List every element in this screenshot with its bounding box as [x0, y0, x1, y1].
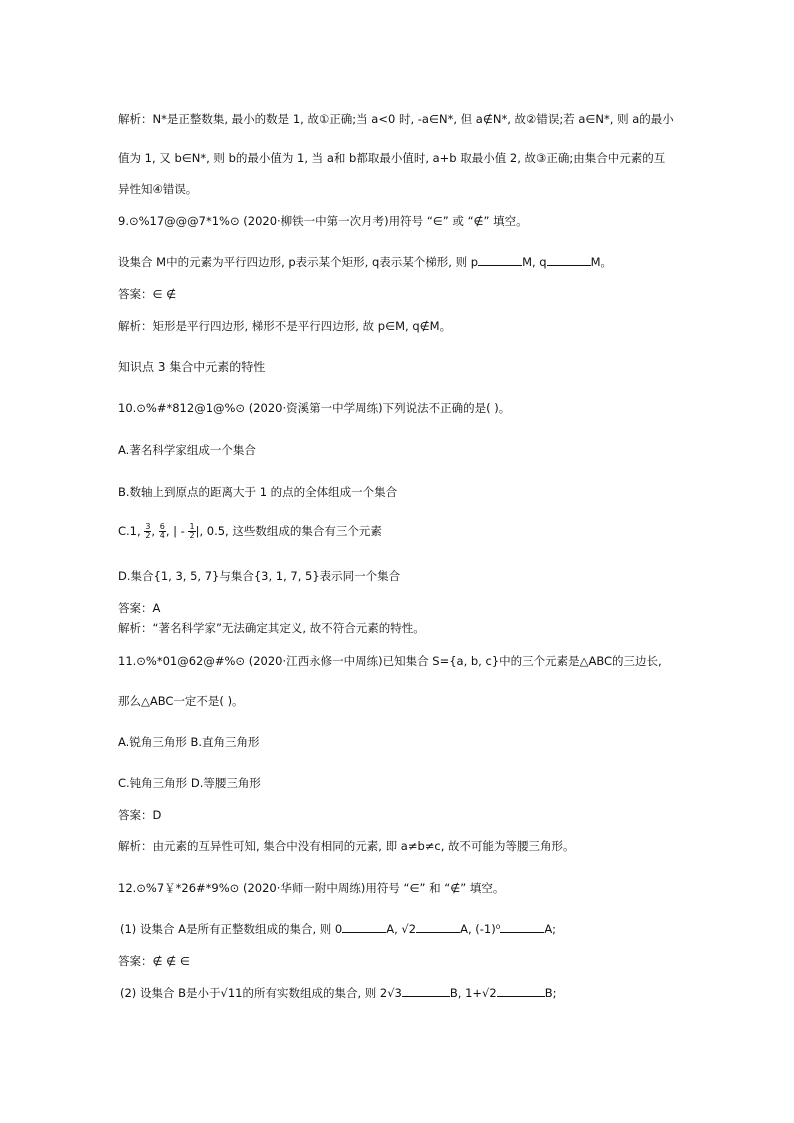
text-segment: B; — [544, 986, 557, 1000]
text-segment: A, (-1)⁰ — [460, 922, 501, 936]
answer-blank — [416, 921, 460, 933]
text-segment: , 0.5, 这些数组成的集合有三个元素 — [199, 524, 382, 538]
answer-blank — [547, 254, 591, 266]
option-d: D.集合{1, 3, 5, 7}与集合{3, 1, 7, 5}表示同一个集合 — [118, 569, 401, 583]
analysis-line: 异性知④错误。 — [118, 182, 198, 196]
text-segment: (2) 设集合 B是小于√11的所有实数组成的集合, 则 2√3 — [120, 986, 402, 1000]
question-9-body — [118, 254, 718, 270]
options-cd: C.钝角三角形 D.等腰三角形 — [118, 776, 261, 790]
text-segment: 设集合 M中的元素为平行四边形, p表示某个矩形, q表示某个梯形, 则 p — [118, 255, 479, 269]
text-segment: (1) 设集合 A是所有正整数组成的集合, 则 0 — [120, 922, 343, 936]
question-11-body: 那么△ABC一定不是( )。 — [118, 694, 244, 708]
options-ab: A.锐角三角形 B.直角三角形 — [118, 735, 260, 749]
answer-blank — [478, 254, 522, 266]
option-a: A.著名科学家组成一个集合 — [118, 443, 256, 457]
abs-bar: | — [195, 524, 200, 538]
section-heading: 知识点 3 集合中元素的特性 — [118, 360, 266, 374]
text-segment: M, q — [522, 255, 547, 269]
answer-blank — [342, 921, 386, 933]
answer-line: 答案：∈ ∉ — [118, 287, 177, 301]
answer-line: 答案：A — [118, 601, 161, 615]
answer-blank — [500, 921, 544, 933]
analysis-line: 解析：“著名科学家”无法确定其定义, 故不符合元素的特性。 — [118, 621, 425, 635]
option-c: C.1, $\frac{3}{2}$ , $\frac{6}{4}$ , | - $\frac{1}{2}$ |, 0.5, 这些数组成的集合有三个元素 — [118, 522, 382, 540]
question-11: 11.⊙%*01@62@#%⊙ (2020·江西永修一中周练)已知集合 S={a, b, c}中的三个元素是△ABC的三边长, — [118, 654, 662, 668]
analysis-line: 解析：矩形是平行四边形, 梯形不是平行四边形, 故 p∈M, q∉M。 — [118, 319, 452, 333]
question-12-part-1 — [120, 921, 720, 937]
answer-line: 答案：D — [118, 808, 162, 822]
answer-blank — [497, 985, 545, 997]
fraction: $\frac{1}{2}$ — [189, 522, 195, 540]
abs-bar: | - — [173, 524, 185, 538]
question-10: 10.⊙%#*812@1@%⊙ (2020·资溪第一中学周练)下列说法不正确的是( )。 — [118, 401, 511, 415]
fraction: $\frac{3}{2}$ — [145, 522, 151, 540]
text-segment: B, 1+√2 — [449, 986, 497, 1000]
option-b: B.数轴上到原点的距离大于 1 的点的全体组成一个集合 — [118, 485, 398, 499]
analysis-line: 值为 1, 又 b∈N*, 则 b的最小值为 1, 当 a和 b都取最小值时, a+b 取最小值 2, 故③正确;由集合中元素的互 — [118, 151, 666, 165]
question-12: 12.⊙%7￥*26#*9%⊙ (2020·华师一附中周练)用符号 “∈” 和 “∉” 填空。 — [118, 881, 505, 895]
text-segment: A, √2 — [386, 922, 417, 936]
analysis-line: 解析：N*是正整数集, 最小的数是 1, 故①正确;当 a<0 时, -a∈N*, 但 a∉N*, 故②错误;若 a∈N*, 则 a的最小 — [118, 112, 674, 126]
text-segment: M。 — [590, 255, 613, 269]
answer-line: 答案：∉ ∉ ∈ — [118, 954, 190, 968]
text-segment: C.1, — [118, 524, 141, 538]
analysis-line: 解析：由元素的互异性可知, 集合中没有相同的元素, 即 a≠b≠c, 故不可能为等腰三角形。 — [118, 839, 575, 853]
text-segment: A; — [544, 922, 557, 936]
fraction: $\frac{6}{4}$ — [159, 522, 165, 540]
question-9: 9.⊙%17@@@7*1%⊙ (2020·柳铁一中第一次月考)用符号 “∈” 或 “∉” 填空。 — [118, 214, 528, 228]
answer-blank — [402, 985, 450, 997]
question-12-part-2 — [120, 985, 720, 1001]
